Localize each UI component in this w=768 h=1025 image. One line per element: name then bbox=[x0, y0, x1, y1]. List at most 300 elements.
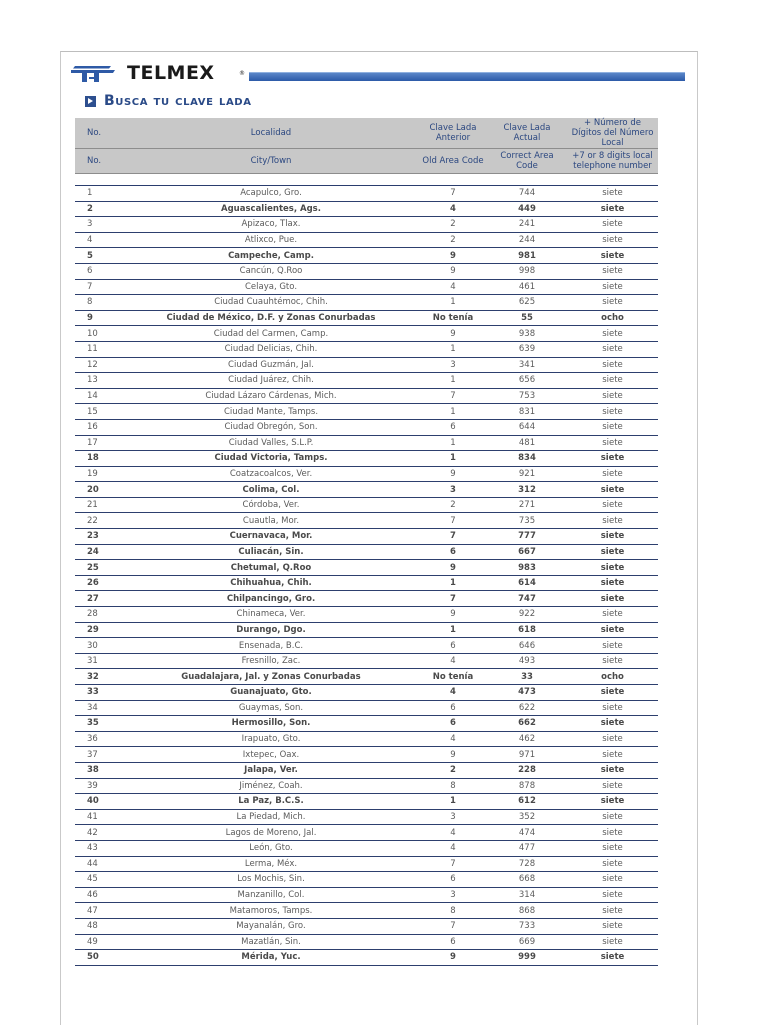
cell-digits: siete bbox=[567, 887, 658, 903]
cell-digits: siete bbox=[567, 778, 658, 794]
area-code-table bbox=[75, 118, 658, 966]
cell-new-code: 639 bbox=[487, 341, 567, 357]
cell-old-code: 1 bbox=[419, 404, 487, 420]
header-gap bbox=[75, 174, 658, 186]
cell-old-code: 1 bbox=[419, 373, 487, 389]
cell-number: 34 bbox=[75, 700, 123, 716]
registered-mark: ® bbox=[239, 70, 245, 77]
table-row bbox=[75, 404, 658, 420]
cell-number: 17 bbox=[75, 435, 123, 451]
cell-city: Guanajuato, Gto. bbox=[123, 685, 419, 701]
cell-digits: ocho bbox=[567, 669, 658, 685]
cell-old-code: 4 bbox=[419, 685, 487, 701]
cell-new-code: 462 bbox=[487, 731, 567, 747]
cell-number: 36 bbox=[75, 731, 123, 747]
cell-number: 7 bbox=[75, 279, 123, 295]
table-row bbox=[75, 653, 658, 669]
cell-number: 49 bbox=[75, 934, 123, 950]
table-row bbox=[75, 186, 658, 202]
col-header-old-code: Old Area Code bbox=[419, 149, 487, 174]
cell-old-code: 9 bbox=[419, 326, 487, 342]
cell-old-code: 9 bbox=[419, 560, 487, 576]
cell-number: 18 bbox=[75, 451, 123, 467]
table-row bbox=[75, 497, 658, 513]
cell-new-code: 981 bbox=[487, 248, 567, 264]
table-row bbox=[75, 918, 658, 934]
cell-number: 44 bbox=[75, 856, 123, 872]
cell-digits: siete bbox=[567, 638, 658, 654]
cell-city: Ciudad Obregón, Son. bbox=[123, 419, 419, 435]
cell-old-code: 4 bbox=[419, 279, 487, 295]
table-row bbox=[75, 685, 658, 701]
table-row bbox=[75, 825, 658, 841]
cell-new-code: 735 bbox=[487, 513, 567, 529]
table-body bbox=[75, 186, 658, 966]
cell-old-code: 4 bbox=[419, 653, 487, 669]
cell-new-code: 656 bbox=[487, 373, 567, 389]
cell-number: 48 bbox=[75, 918, 123, 934]
cell-city: Cuautla, Mor. bbox=[123, 513, 419, 529]
arrow-bullet-icon bbox=[85, 96, 96, 107]
cell-new-code: 983 bbox=[487, 560, 567, 576]
cell-new-code: 999 bbox=[487, 950, 567, 966]
table-row bbox=[75, 373, 658, 389]
cell-old-code: 6 bbox=[419, 638, 487, 654]
cell-new-code: 728 bbox=[487, 856, 567, 872]
cell-old-code: 3 bbox=[419, 357, 487, 373]
cell-city: Los Mochis, Sin. bbox=[123, 872, 419, 888]
cell-city: Jalapa, Ver. bbox=[123, 762, 419, 778]
table-row bbox=[75, 762, 658, 778]
cell-old-code: 4 bbox=[419, 825, 487, 841]
cell-digits: siete bbox=[567, 201, 658, 217]
cell-digits: siete bbox=[567, 248, 658, 264]
cell-number: 30 bbox=[75, 638, 123, 654]
cell-city: Mazatlán, Sin. bbox=[123, 934, 419, 950]
cell-digits: siete bbox=[567, 497, 658, 513]
cell-new-code: 477 bbox=[487, 840, 567, 856]
cell-city: Matamoros, Tamps. bbox=[123, 903, 419, 919]
cell-old-code: 1 bbox=[419, 794, 487, 810]
cell-old-code: 8 bbox=[419, 778, 487, 794]
cell-digits: siete bbox=[567, 840, 658, 856]
cell-city: Ciudad de México, D.F. y Zonas Conurbadas bbox=[123, 310, 419, 326]
cell-number: 15 bbox=[75, 404, 123, 420]
cell-city: León, Gto. bbox=[123, 840, 419, 856]
cell-city: Irapuato, Gto. bbox=[123, 731, 419, 747]
cell-number: 32 bbox=[75, 669, 123, 685]
cell-new-code: 352 bbox=[487, 809, 567, 825]
cell-city: Ciudad del Carmen, Camp. bbox=[123, 326, 419, 342]
cell-new-code: 921 bbox=[487, 466, 567, 482]
table-row bbox=[75, 622, 658, 638]
cell-old-code: 1 bbox=[419, 451, 487, 467]
cell-new-code: 753 bbox=[487, 388, 567, 404]
cell-digits: siete bbox=[567, 700, 658, 716]
cell-city: Cancún, Q.Roo bbox=[123, 263, 419, 279]
table-row bbox=[75, 279, 658, 295]
cell-number: 16 bbox=[75, 419, 123, 435]
cell-old-code: 7 bbox=[419, 856, 487, 872]
cell-digits: siete bbox=[567, 263, 658, 279]
cell-number: 11 bbox=[75, 341, 123, 357]
table-row bbox=[75, 856, 658, 872]
cell-new-code: 662 bbox=[487, 716, 567, 732]
cell-digits: siete bbox=[567, 747, 658, 763]
cell-old-code: 9 bbox=[419, 607, 487, 623]
table-row bbox=[75, 872, 658, 888]
cell-digits: siete bbox=[567, 685, 658, 701]
table-row bbox=[75, 934, 658, 950]
table-row bbox=[75, 669, 658, 685]
cell-digits: siete bbox=[567, 622, 658, 638]
cell-city: Cuernavaca, Mor. bbox=[123, 529, 419, 545]
cell-city: Chinameca, Ver. bbox=[123, 607, 419, 623]
cell-digits: siete bbox=[567, 544, 658, 560]
cell-old-code: 7 bbox=[419, 186, 487, 202]
cell-new-code: 744 bbox=[487, 186, 567, 202]
cell-city: Lerma, Méx. bbox=[123, 856, 419, 872]
cell-digits: siete bbox=[567, 232, 658, 248]
cell-city: Manzanillo, Col. bbox=[123, 887, 419, 903]
cell-new-code: 312 bbox=[487, 482, 567, 498]
cell-city: Durango, Dgo. bbox=[123, 622, 419, 638]
cell-digits: ocho bbox=[567, 310, 658, 326]
cell-number: 43 bbox=[75, 840, 123, 856]
cell-new-code: 831 bbox=[487, 404, 567, 420]
cell-new-code: 777 bbox=[487, 529, 567, 545]
cell-new-code: 473 bbox=[487, 685, 567, 701]
table-row bbox=[75, 435, 658, 451]
cell-digits: siete bbox=[567, 950, 658, 966]
col-header-no-en: No. bbox=[75, 149, 123, 174]
table-row bbox=[75, 295, 658, 311]
cell-digits: siete bbox=[567, 419, 658, 435]
cell-new-code: 668 bbox=[487, 872, 567, 888]
cell-city: Mayanalán, Gro. bbox=[123, 918, 419, 934]
cell-digits: siete bbox=[567, 591, 658, 607]
cell-new-code: 644 bbox=[487, 419, 567, 435]
cell-new-code: 646 bbox=[487, 638, 567, 654]
col-header-digits: +7 or 8 digits local telephone number bbox=[567, 149, 658, 174]
cell-old-code: 6 bbox=[419, 544, 487, 560]
cell-number: 19 bbox=[75, 466, 123, 482]
cell-city: Ciudad Cuauhtémoc, Chih. bbox=[123, 295, 419, 311]
cell-digits: siete bbox=[567, 825, 658, 841]
cell-old-code: 1 bbox=[419, 295, 487, 311]
cell-old-code: 2 bbox=[419, 762, 487, 778]
cell-city: Chilpancingo, Gro. bbox=[123, 591, 419, 607]
table-row bbox=[75, 840, 658, 856]
table-row bbox=[75, 794, 658, 810]
cell-old-code: 6 bbox=[419, 700, 487, 716]
cell-new-code: 241 bbox=[487, 217, 567, 233]
cell-old-code: 9 bbox=[419, 466, 487, 482]
table-row bbox=[75, 482, 658, 498]
cell-digits: siete bbox=[567, 279, 658, 295]
cell-digits: siete bbox=[567, 186, 658, 202]
cell-city: La Paz, B.C.S. bbox=[123, 794, 419, 810]
cell-new-code: 314 bbox=[487, 887, 567, 903]
table-row bbox=[75, 310, 658, 326]
table-row bbox=[75, 700, 658, 716]
header-logo-row bbox=[69, 62, 695, 86]
cell-old-code: 3 bbox=[419, 482, 487, 498]
cell-new-code: 834 bbox=[487, 451, 567, 467]
cell-digits: siete bbox=[567, 451, 658, 467]
table-row bbox=[75, 263, 658, 279]
cell-city: Ciudad Juárez, Chih. bbox=[123, 373, 419, 389]
table-row bbox=[75, 747, 658, 763]
cell-new-code: 341 bbox=[487, 357, 567, 373]
cell-digits: siete bbox=[567, 731, 658, 747]
cell-old-code: 2 bbox=[419, 217, 487, 233]
table-row bbox=[75, 560, 658, 576]
cell-number: 8 bbox=[75, 295, 123, 311]
cell-number: 13 bbox=[75, 373, 123, 389]
cell-city: Córdoba, Ver. bbox=[123, 497, 419, 513]
cell-digits: siete bbox=[567, 934, 658, 950]
cell-digits: siete bbox=[567, 373, 658, 389]
cell-digits: siete bbox=[567, 341, 658, 357]
cell-new-code: 614 bbox=[487, 575, 567, 591]
cell-number: 37 bbox=[75, 747, 123, 763]
cell-city: Ciudad Delicias, Chih. bbox=[123, 341, 419, 357]
cell-digits: siete bbox=[567, 357, 658, 373]
page-title: Busca tu clave lada bbox=[104, 93, 252, 109]
table-row bbox=[75, 607, 658, 623]
cell-new-code: 622 bbox=[487, 700, 567, 716]
cell-number: 28 bbox=[75, 607, 123, 623]
col-header-correct-code: Correct Area Code bbox=[487, 149, 567, 174]
cell-city: Hermosillo, Son. bbox=[123, 716, 419, 732]
cell-number: 14 bbox=[75, 388, 123, 404]
col-header-localidad: Localidad bbox=[123, 118, 419, 149]
cell-digits: siete bbox=[567, 903, 658, 919]
cell-old-code: No tenía bbox=[419, 669, 487, 685]
brand-name: TELMEX bbox=[127, 62, 215, 84]
cell-city: Ciudad Guzmán, Jal. bbox=[123, 357, 419, 373]
cell-digits: siete bbox=[567, 716, 658, 732]
cell-number: 40 bbox=[75, 794, 123, 810]
cell-number: 20 bbox=[75, 482, 123, 498]
cell-digits: siete bbox=[567, 653, 658, 669]
col-header-anterior: Clave Lada Anterior bbox=[419, 118, 487, 149]
cell-number: 47 bbox=[75, 903, 123, 919]
cell-new-code: 998 bbox=[487, 263, 567, 279]
cell-number: 9 bbox=[75, 310, 123, 326]
cell-old-code: 1 bbox=[419, 575, 487, 591]
cell-old-code: 4 bbox=[419, 731, 487, 747]
cell-old-code: 6 bbox=[419, 716, 487, 732]
cell-city: Jiménez, Coah. bbox=[123, 778, 419, 794]
cell-city: Culiacán, Sin. bbox=[123, 544, 419, 560]
cell-city: Ciudad Lázaro Cárdenas, Mich. bbox=[123, 388, 419, 404]
cell-new-code: 618 bbox=[487, 622, 567, 638]
table-row bbox=[75, 903, 658, 919]
cell-city: Atlixco, Pue. bbox=[123, 232, 419, 248]
table-row bbox=[75, 232, 658, 248]
cell-new-code: 271 bbox=[487, 497, 567, 513]
table-row bbox=[75, 513, 658, 529]
cell-new-code: 667 bbox=[487, 544, 567, 560]
cell-number: 29 bbox=[75, 622, 123, 638]
cell-city: Ciudad Valles, S.L.P. bbox=[123, 435, 419, 451]
cell-city: Acapulco, Gro. bbox=[123, 186, 419, 202]
table-row bbox=[75, 778, 658, 794]
cell-old-code: 8 bbox=[419, 903, 487, 919]
table-row bbox=[75, 731, 658, 747]
cell-new-code: 461 bbox=[487, 279, 567, 295]
table-row bbox=[75, 451, 658, 467]
cell-digits: siete bbox=[567, 809, 658, 825]
cell-digits: siete bbox=[567, 856, 658, 872]
document-page bbox=[60, 51, 698, 1025]
cell-number: 38 bbox=[75, 762, 123, 778]
cell-digits: siete bbox=[567, 529, 658, 545]
cell-old-code: 9 bbox=[419, 747, 487, 763]
cell-number: 21 bbox=[75, 497, 123, 513]
cell-digits: siete bbox=[567, 513, 658, 529]
cell-digits: siete bbox=[567, 872, 658, 888]
cell-number: 26 bbox=[75, 575, 123, 591]
cell-old-code: 7 bbox=[419, 388, 487, 404]
cell-number: 3 bbox=[75, 217, 123, 233]
cell-digits: siete bbox=[567, 404, 658, 420]
cell-number: 1 bbox=[75, 186, 123, 202]
table-row bbox=[75, 248, 658, 264]
table-row bbox=[75, 591, 658, 607]
cell-old-code: 1 bbox=[419, 622, 487, 638]
cell-new-code: 244 bbox=[487, 232, 567, 248]
cell-city: Colima, Col. bbox=[123, 482, 419, 498]
cell-number: 12 bbox=[75, 357, 123, 373]
cell-number: 6 bbox=[75, 263, 123, 279]
cell-new-code: 612 bbox=[487, 794, 567, 810]
cell-new-code: 868 bbox=[487, 903, 567, 919]
cell-number: 23 bbox=[75, 529, 123, 545]
cell-digits: siete bbox=[567, 762, 658, 778]
cell-city: Campeche, Camp. bbox=[123, 248, 419, 264]
cell-new-code: 474 bbox=[487, 825, 567, 841]
cell-city: Coatzacoalcos, Ver. bbox=[123, 466, 419, 482]
cell-old-code: 1 bbox=[419, 341, 487, 357]
table-row bbox=[75, 809, 658, 825]
cell-new-code: 747 bbox=[487, 591, 567, 607]
header-bar bbox=[249, 72, 685, 81]
cell-number: 46 bbox=[75, 887, 123, 903]
cell-digits: siete bbox=[567, 482, 658, 498]
cell-new-code: 938 bbox=[487, 326, 567, 342]
cell-old-code: 7 bbox=[419, 918, 487, 934]
table-row bbox=[75, 544, 658, 560]
cell-number: 5 bbox=[75, 248, 123, 264]
table-row bbox=[75, 326, 658, 342]
cell-city: Apizaco, Tlax. bbox=[123, 217, 419, 233]
table-row bbox=[75, 887, 658, 903]
cell-city: Aguascalientes, Ags. bbox=[123, 201, 419, 217]
cell-new-code: 922 bbox=[487, 607, 567, 623]
table-row bbox=[75, 388, 658, 404]
cell-city: Chihuahua, Chih. bbox=[123, 575, 419, 591]
cell-new-code: 669 bbox=[487, 934, 567, 950]
cell-new-code: 878 bbox=[487, 778, 567, 794]
cell-digits: siete bbox=[567, 607, 658, 623]
cell-number: 25 bbox=[75, 560, 123, 576]
cell-old-code: 7 bbox=[419, 529, 487, 545]
cell-number: 2 bbox=[75, 201, 123, 217]
header-row-en bbox=[75, 149, 658, 174]
cell-old-code: 9 bbox=[419, 263, 487, 279]
cell-city: Ixtepec, Oax. bbox=[123, 747, 419, 763]
cell-new-code: 625 bbox=[487, 295, 567, 311]
cell-number: 10 bbox=[75, 326, 123, 342]
cell-old-code: 6 bbox=[419, 419, 487, 435]
cell-new-code: 228 bbox=[487, 762, 567, 778]
cell-digits: siete bbox=[567, 295, 658, 311]
cell-city: Lagos de Moreno, Jal. bbox=[123, 825, 419, 841]
cell-number: 27 bbox=[75, 591, 123, 607]
table-row bbox=[75, 357, 658, 373]
cell-old-code: No tenía bbox=[419, 310, 487, 326]
cell-city: Ensenada, B.C. bbox=[123, 638, 419, 654]
cell-number: 45 bbox=[75, 872, 123, 888]
cell-number: 41 bbox=[75, 809, 123, 825]
cell-digits: siete bbox=[567, 466, 658, 482]
cell-old-code: 9 bbox=[419, 950, 487, 966]
cell-number: 4 bbox=[75, 232, 123, 248]
cell-digits: siete bbox=[567, 575, 658, 591]
cell-city: Ciudad Victoria, Tamps. bbox=[123, 451, 419, 467]
cell-new-code: 55 bbox=[487, 310, 567, 326]
col-header-no: No. bbox=[75, 118, 123, 149]
table-row bbox=[75, 201, 658, 217]
cell-city: Mérida, Yuc. bbox=[123, 950, 419, 966]
table-row bbox=[75, 638, 658, 654]
cell-old-code: 4 bbox=[419, 840, 487, 856]
cell-old-code: 3 bbox=[419, 887, 487, 903]
cell-new-code: 481 bbox=[487, 435, 567, 451]
cell-digits: siete bbox=[567, 435, 658, 451]
cell-digits: siete bbox=[567, 794, 658, 810]
section-heading bbox=[85, 94, 485, 110]
header-row-es bbox=[75, 118, 658, 149]
cell-digits: siete bbox=[567, 217, 658, 233]
cell-city: Fresnillo, Zac. bbox=[123, 653, 419, 669]
table-row bbox=[75, 575, 658, 591]
table-row bbox=[75, 716, 658, 732]
cell-number: 24 bbox=[75, 544, 123, 560]
cell-number: 35 bbox=[75, 716, 123, 732]
cell-city: Guadalajara, Jal. y Zonas Conurbadas bbox=[123, 669, 419, 685]
cell-city: Guaymas, Son. bbox=[123, 700, 419, 716]
cell-old-code: 4 bbox=[419, 201, 487, 217]
table-row bbox=[75, 529, 658, 545]
table-row bbox=[75, 419, 658, 435]
cell-new-code: 449 bbox=[487, 201, 567, 217]
cell-old-code: 6 bbox=[419, 872, 487, 888]
table-row bbox=[75, 466, 658, 482]
cell-number: 42 bbox=[75, 825, 123, 841]
cell-new-code: 493 bbox=[487, 653, 567, 669]
cell-old-code: 2 bbox=[419, 232, 487, 248]
cell-old-code: 7 bbox=[419, 513, 487, 529]
cell-old-code: 6 bbox=[419, 934, 487, 950]
table-row bbox=[75, 341, 658, 357]
telmex-logo-icon bbox=[69, 64, 117, 84]
cell-digits: siete bbox=[567, 326, 658, 342]
cell-new-code: 971 bbox=[487, 747, 567, 763]
